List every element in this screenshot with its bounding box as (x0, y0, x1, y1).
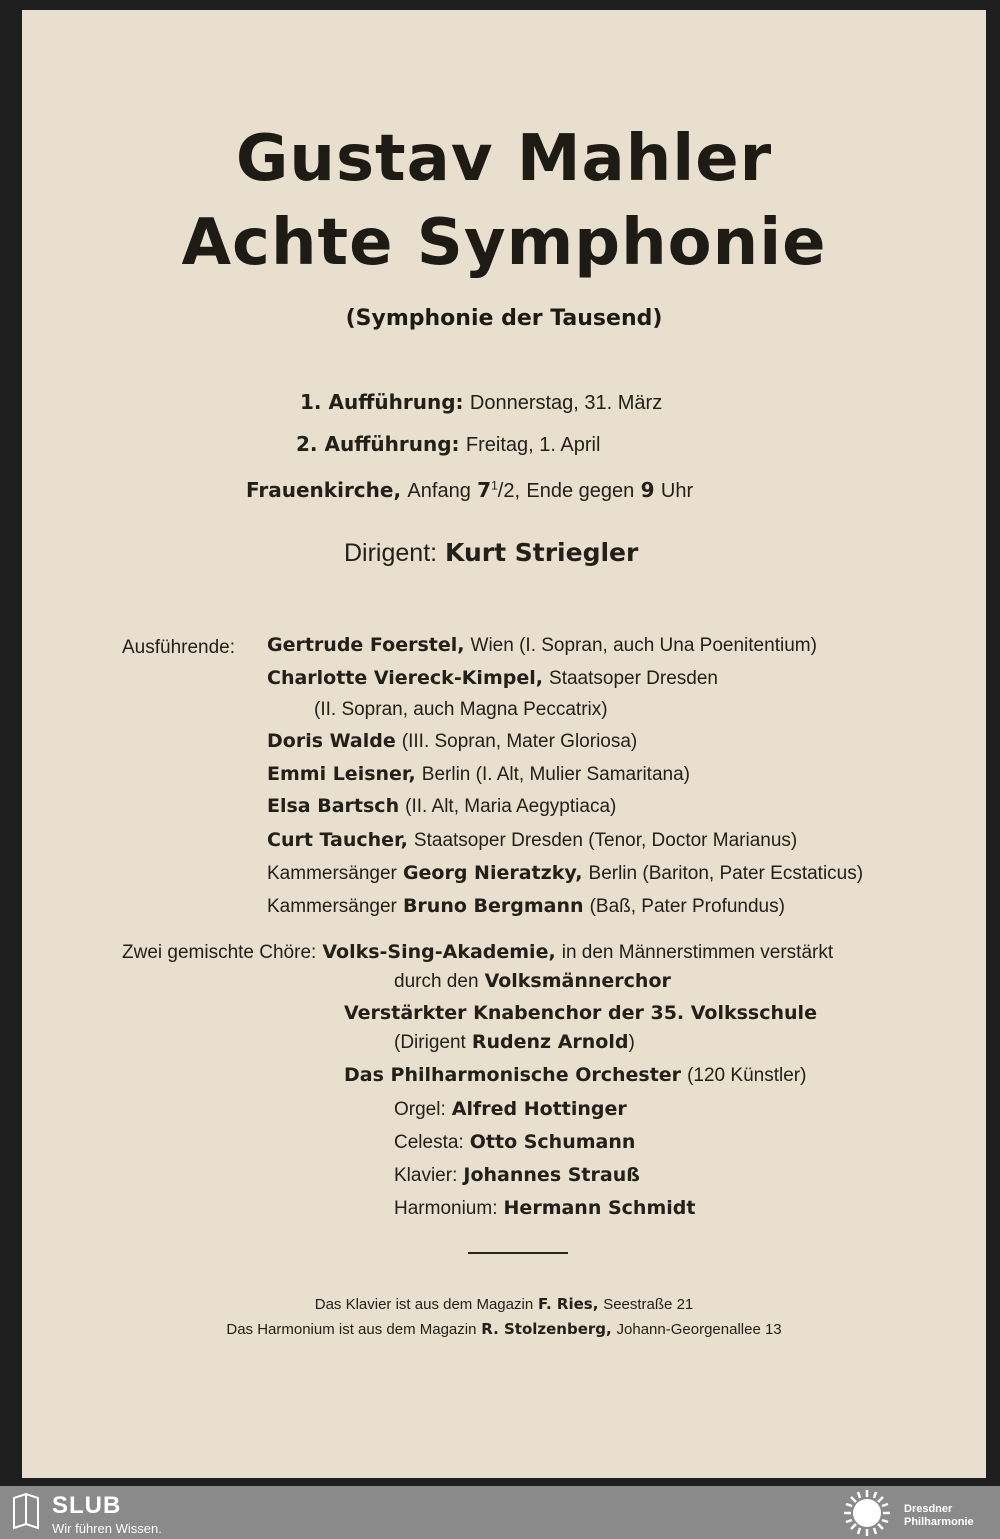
performers-label: Ausführende: (122, 637, 236, 658)
footer-note-1 (22, 1295, 986, 1313)
work-subtitle: (Symphonie der Tausend) (345, 306, 663, 331)
performance-1-label: 1. Aufführung: (300, 390, 464, 414)
performer-detail: Berlin (Bariton, Pater Ecstaticus) (588, 863, 864, 884)
performer-name: Gertrude Foerstel, (267, 634, 465, 656)
philharmonie-logo-icon (842, 1488, 892, 1538)
choirs-line-1 (122, 941, 833, 964)
performer-title: Kammersänger (267, 863, 397, 884)
performer-row (267, 895, 785, 918)
instrument-label: Harmonium: (394, 1198, 498, 1219)
slub-logo-icon (12, 1492, 40, 1532)
performer-detail: Staatsoper Dresden (549, 668, 719, 689)
orchestra-line (344, 1064, 806, 1087)
conductor-label: Dirigent: (344, 539, 438, 567)
footer-note-2 (22, 1320, 986, 1338)
performer-detail: Wien (I. Sopran, auch Una Poenitentium) (470, 635, 817, 656)
boys-choir: Verstärkter Knabenchor der 35. Volksschule (344, 1002, 817, 1024)
choir-1-line2-name: Volksmännerchor (484, 970, 671, 992)
performer-row (267, 634, 817, 657)
instrument-label: Celesta: (394, 1132, 464, 1153)
instrument-player: Johannes Strauß (463, 1164, 640, 1186)
performance-2-label: 2. Aufführung: (296, 432, 460, 456)
footer-note-1-text: Das Klavier ist aus dem Magazin (314, 1296, 534, 1313)
performance-2-date: Freitag, 1. April (465, 434, 601, 456)
performer-detail: (Baß, Pater Profundus) (589, 896, 785, 917)
venue-end-hour: 9 (640, 478, 655, 502)
instrument-label: Klavier: (394, 1165, 458, 1186)
venue-start-fraction-num: 1 (491, 478, 498, 493)
choir-1-name: Volks-Sing-Akademie, (322, 941, 556, 963)
conductor-line (344, 538, 638, 568)
choir-1-detail: in den Männerstimmen verstärkt (561, 942, 834, 963)
boys-choir-director-name: Rudenz Arnold (471, 1031, 629, 1053)
performer-name: Doris Walde (267, 730, 396, 752)
work-title: Achte Symphonie (181, 206, 827, 280)
performer-detail: Staatsoper Dresden (Tenor, Doctor Marianus) (413, 830, 798, 851)
instrument-player: Hermann Schmidt (503, 1197, 696, 1219)
philharmonie-name-line1: Dresdner (904, 1503, 953, 1515)
instrument-label: Orgel: (394, 1099, 446, 1120)
composer-title: Gustav Mahler (235, 122, 773, 196)
boys-choir-director-label: (Dirigent (394, 1032, 466, 1053)
choirs-label: Zwei gemischte Chöre: (122, 942, 317, 963)
performer-detail: (III. Sopran, Mater Gloriosa) (401, 731, 638, 752)
performer-row (314, 698, 608, 721)
performer-row (267, 829, 797, 852)
choir-1-line2-prefix: durch den (394, 971, 479, 992)
divider-rule (468, 1252, 568, 1254)
performer-row (267, 862, 863, 885)
boys-choir-director-close: ) (628, 1032, 635, 1053)
choirs-line-2 (394, 970, 671, 993)
venue-end-unit: Uhr (660, 480, 694, 502)
performer-name: Georg Nieratzky, (402, 862, 583, 884)
performer-row (267, 730, 637, 753)
venue-start-hour: 7 (477, 478, 492, 502)
slub-tagline: Wir führen Wissen. (52, 1521, 162, 1536)
footer-note-2-shop: R. Stolzenberg, (481, 1320, 612, 1338)
performer-name: Charlotte Viereck-Kimpel, (267, 667, 543, 689)
performance-2 (296, 432, 600, 457)
performer-detail: Berlin (I. Alt, Mulier Samaritana) (421, 764, 690, 785)
instrument-player: Otto Schumann (469, 1131, 636, 1153)
performer-name: Elsa Bartsch (267, 795, 400, 817)
philharmonie-name-line2: Philharmonie (904, 1516, 974, 1528)
performer-name: Curt Taucher, (267, 829, 408, 851)
performer-row (267, 795, 616, 818)
program-sheet (22, 10, 986, 1478)
boys-choir-director (394, 1031, 635, 1054)
performer-detail: (II. Alt, Maria Aegyptiaca) (405, 796, 617, 817)
footer-note-1-address: Seestraße 21 (603, 1296, 694, 1313)
instrument-player: Alfred Hottinger (451, 1098, 627, 1120)
footer-note-1-shop: F. Ries, (537, 1295, 599, 1313)
instrument-row (394, 1131, 635, 1154)
venue-start-label: Anfang (407, 480, 471, 502)
performer-name: Emmi Leisner, (267, 763, 416, 785)
orchestra-name: Das Philharmonische Orchester (344, 1064, 682, 1086)
repository-bar (0, 1486, 1000, 1539)
slub-name[interactable]: SLUB (52, 1492, 122, 1519)
venue-start-fraction: /2, (497, 480, 521, 502)
performer-name: Bruno Bergmann (402, 895, 584, 917)
performer-row (267, 667, 718, 690)
performance-1 (300, 390, 662, 415)
performer-detail: (II. Sopran, auch Magna Peccatrix) (314, 699, 608, 720)
orchestra-detail: (120 Künstler) (687, 1065, 807, 1086)
instrument-row (394, 1164, 640, 1187)
performer-row (267, 763, 690, 786)
venue-name: Frauenkirche, (246, 478, 402, 502)
venue-line (246, 478, 693, 503)
philharmonie-name[interactable] (904, 1503, 974, 1529)
venue-end-label: Ende gegen (526, 480, 635, 502)
performance-1-date: Donnerstag, 31. März (469, 392, 663, 414)
footer-note-2-address: Johann-Georgenallee 13 (616, 1321, 782, 1338)
performer-title: Kammersänger (267, 896, 397, 917)
conductor-name: Kurt Striegler (445, 538, 639, 567)
footer-note-2-text: Das Harmonium ist aus dem Magazin (226, 1321, 477, 1338)
instrument-row (394, 1197, 695, 1220)
instrument-row (394, 1098, 627, 1121)
